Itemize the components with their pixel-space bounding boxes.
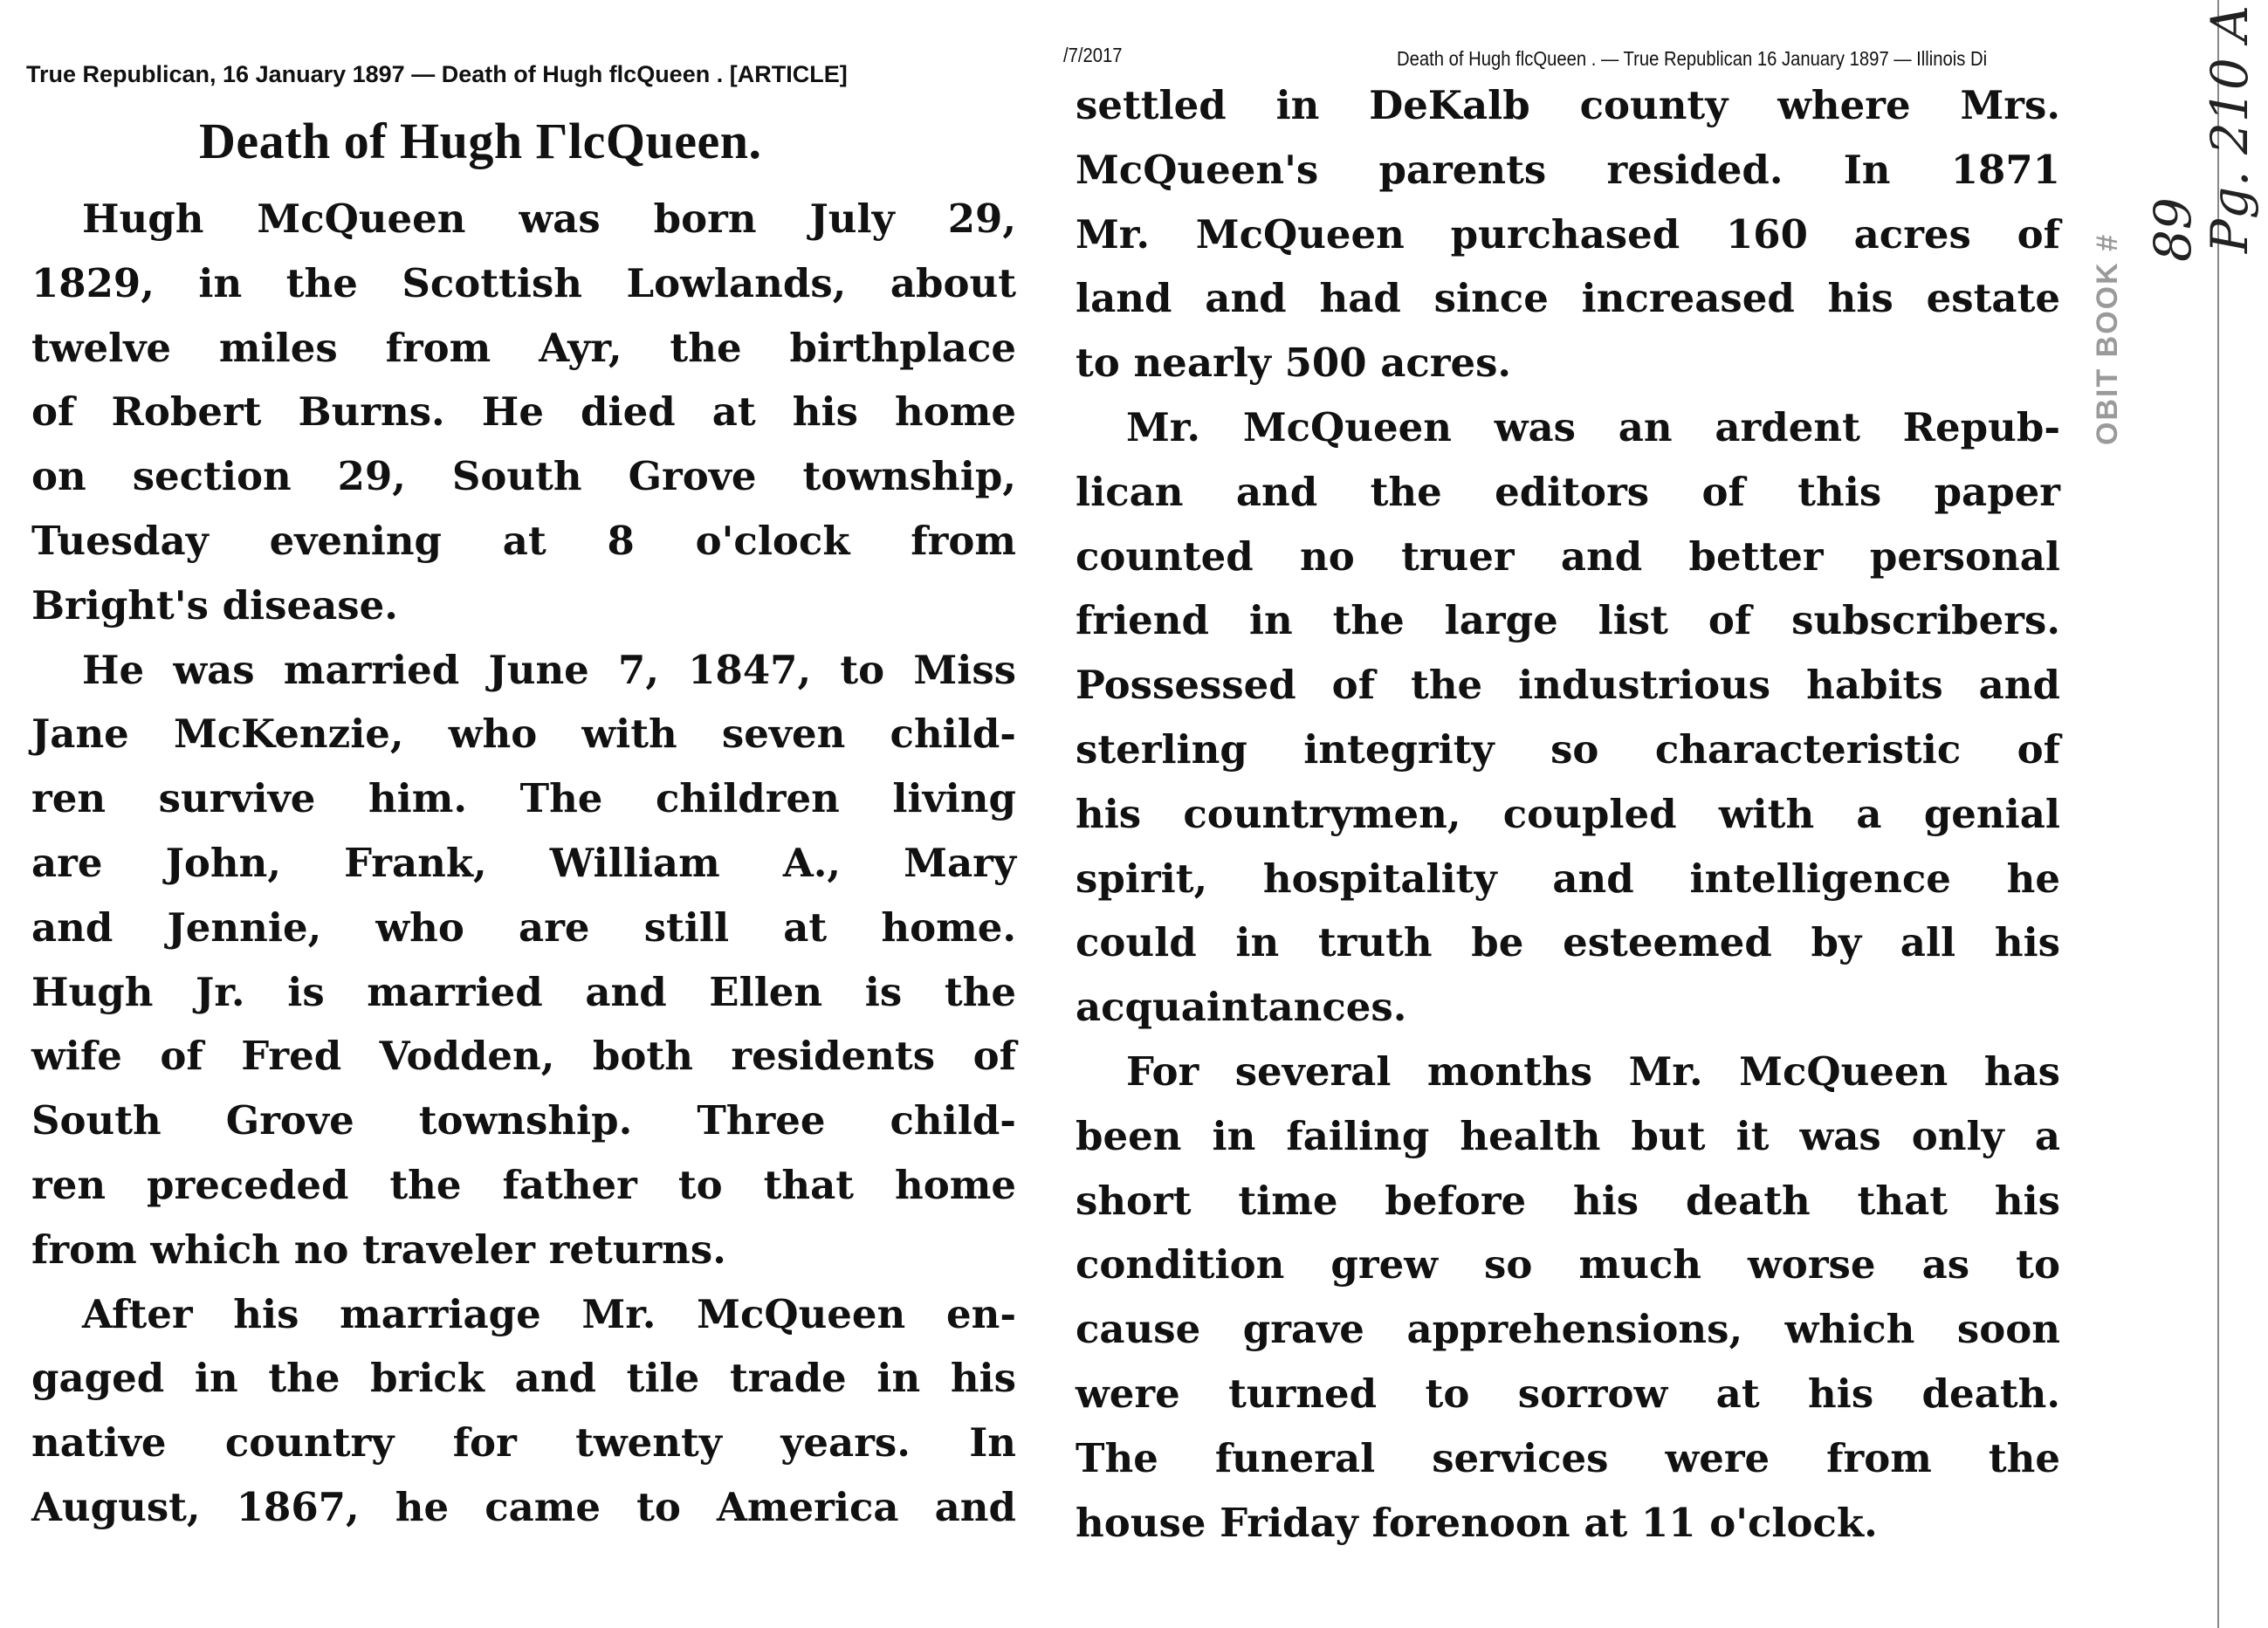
article-line: wife of Fred Vodden, both residents of [31,1033,1016,1080]
article-line: Jane McKenzie, who with seven child- [31,711,1016,758]
article-line: house Friday forenoon at 11 o'clock. [1076,1499,1878,1546]
article-left-column [31,187,1016,1540]
article-line: of Robert Burns. He died at his home [31,388,1016,436]
article-line: Hugh McQueen was born July 29, [82,196,1016,242]
article-line: gaged in the brick and tile trade in his [31,1355,1016,1402]
obit-book-stamp: OBIT BOOK # [2091,232,2124,445]
article-line: friend in the large list of subscribers. [1076,597,2060,644]
article-line: Tuesday evening at 8 o'clock from [31,517,1016,564]
article-line: could in truth be esteemed by all his [1076,919,2060,966]
article-line: South Grove township. Three child- [31,1097,1016,1144]
header-print-date: /7/2017 [1063,44,1123,66]
header-page-title: Death of Hugh flcQueen . — True Republican 16 January 1897 — Illinois Di [1397,47,1988,70]
article-line: his countrymen, coupled with a genial [1076,790,2060,837]
article-line: twelve miles from Ayr, the birthplace [31,324,1016,371]
article-line: Bright's disease. [31,581,398,629]
article-line: August, 1867, he came to America and [31,1483,1016,1530]
article-line: sterling integrity so characteristic of [1076,725,2060,773]
article-line: on section 29, South Grove township, [31,453,1016,500]
article-line: are John, Frank, William A., Mary [31,839,1016,886]
article-line: from which no traveler returns. [31,1226,726,1273]
article-line: native country for twenty years. In [31,1419,1016,1467]
article-line: and Jennie, who are still at home. [31,903,1016,951]
article-line: After his marriage Mr. McQueen en- [82,1290,1016,1337]
article-line: settled in DeKalb county where Mrs. [1076,82,2060,128]
article-line: short time before his death that his [1076,1177,2060,1224]
article-line: The funeral services were from the [1076,1434,2060,1481]
article-right-column [1076,73,2060,1555]
article-line: acquaintances. [1076,984,1407,1031]
article-line: were turned to sorrow at his death. [1076,1370,2060,1417]
article-line: to nearly 500 acres. [1076,340,1512,387]
article-line: Possessed of the industrious habits and [1076,662,2060,709]
article-line: ren preceded the father to that home [31,1161,1016,1208]
article-line: Mr. McQueen purchased 160 acres of [1076,210,2060,258]
article-line: Hugh Jr. is married and Ellen is the [31,968,1016,1015]
article-line: cause grave apprehensions, which soon [1076,1306,2060,1353]
article-line: condition grew so much worse as to [1076,1241,2060,1288]
article-line: ren survive him. The children living [31,775,1016,822]
handwritten-book-number: 89 [2143,197,2203,262]
handwritten-page-number: Pg. 210 A [2200,4,2259,253]
header-source-line: True Republican, 16 January 1897 — Death of Hugh flcQueen . [ARTICLE] [26,61,848,87]
article-line: McQueen's parents resided. In 1871 [1076,146,2060,193]
article-line: spirit, hospitality and intelligence he [1076,855,2060,902]
article-line: been in failing health but it was only a [1076,1112,2060,1159]
article-title: Death of Hugh ГlcQueen. [199,113,762,169]
article-line: lican and the editors of this paper [1076,468,2060,515]
article-line: 1829, in the Scottish Lowlands, about [31,259,1016,306]
article-line: counted no truer and better personal [1076,532,2060,580]
article-line: He was married June 7, 1847, to Miss [82,646,1016,693]
article-line: land and had since increased his estate [1076,275,2060,322]
article-line: Mr. McQueen was an ardent Repub- [1126,403,2060,450]
article-line: For several months Mr. McQueen has [1126,1048,2060,1095]
